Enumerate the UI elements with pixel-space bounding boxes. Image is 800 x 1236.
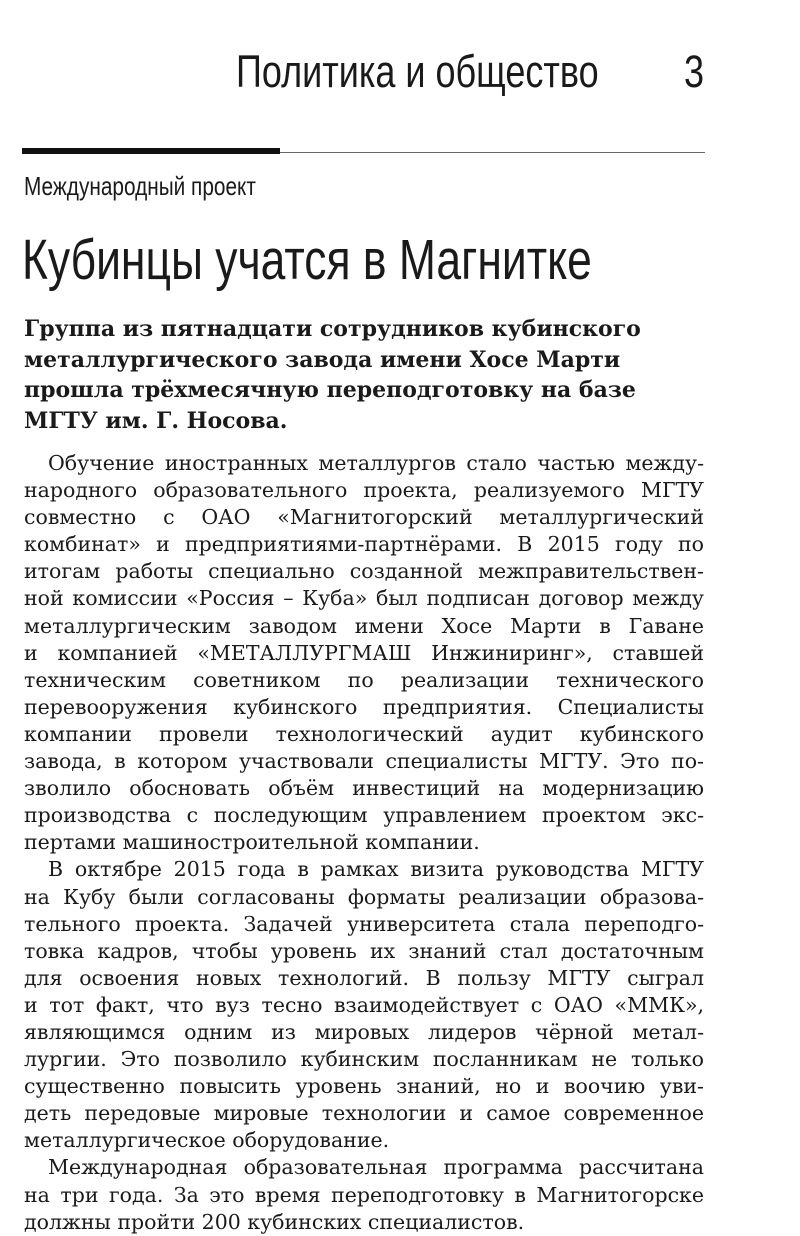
body-line: ной комиссии «Россия – Куба» был подписан договор между [24, 586, 704, 611]
body-line: народного образовательного проекта, реализуемого МГТУ [24, 478, 704, 503]
lead-line: Группа из пятнадцати сотрудников кубинского [24, 316, 641, 342]
body-line: товка кадров, чтобы уровень их знаний стал достаточным [24, 938, 704, 963]
lead-line: прошла трёхмесячную переподготовку на базе [24, 377, 636, 403]
body-line: зволило обосновать объём инвестиций на модернизацию [24, 776, 704, 801]
body-line: итогам работы специально созданной межправительствен- [24, 559, 704, 584]
body-line: совместно с ОАО «Магнитогорский металлургический [24, 505, 704, 530]
article-headline: Кубинцы учатся в Магнитке [22, 228, 592, 292]
lead-line: металлургического завода имени Хосе Марти [24, 346, 621, 373]
body-line: должны пройти 200 кубинских специалистов. [24, 1209, 525, 1234]
body-line: на три года. За это время переподготовку в Магнитогорске [24, 1182, 704, 1207]
body-line: перевооружения кубинского предприятия. Специалисты [24, 694, 704, 719]
body-line: Обучение иностранных металлургов стало частью между- [48, 451, 704, 475]
body-line: комбинат» и предприятиями-партнёрами. В 2015 году по [24, 532, 704, 557]
body-line: компании провели технологический аудит кубинского [24, 721, 704, 746]
article-body [24, 450, 704, 1236]
body-line: Международная образовательная программа рассчитана [48, 1155, 704, 1180]
body-line: техническим советником по реализации технического [24, 667, 704, 692]
body-line: лургии. Это позволило кубинским посланникам не только [24, 1047, 704, 1072]
body-line: металлургическим заводом имени Хосе Марти в Гаване [24, 613, 704, 638]
lead-line: МГТУ им. Г. Носова. [24, 407, 288, 434]
body-line: и компанией «МЕТАЛЛУРГМАШ Инжиниринг», ставшей [24, 640, 704, 665]
body-line: деть передовые мировые технологии и самое современное [24, 1101, 704, 1126]
body-line: для освоения новых технологий. В пользу МГТУ сыграл [24, 965, 704, 990]
body-line: производства с последующим управлением проектом экс- [24, 803, 704, 828]
article-lead [24, 314, 724, 436]
body-line: металлургическое оборудование. [24, 1128, 390, 1153]
body-line: пертами машиностроительной компании. [24, 830, 480, 855]
section-title: Политика и общество [236, 46, 599, 97]
page-number: 3 [683, 46, 704, 97]
body-line: являющимся одним из мировых лидеров чёрной метал- [24, 1019, 704, 1044]
body-line: и тот факт, что вуз тесно взаимодействует с ОАО «ММК», [24, 992, 704, 1017]
header-rule-accent [22, 148, 280, 154]
body-line: В октябре 2015 года в рамках визита руководства МГТУ [48, 857, 704, 882]
article-rubric: Международный проект [24, 171, 256, 201]
body-line: на Кубу были согласованы форматы реализации образова- [24, 884, 704, 909]
body-line: тельного проекта. Задачей университета стала переподго- [24, 911, 704, 936]
body-line: существенно повысить уровень знаний, но и воочию уви- [24, 1074, 704, 1099]
body-line: завода, в котором участвовали специалисты МГТУ. Это по- [24, 749, 704, 774]
